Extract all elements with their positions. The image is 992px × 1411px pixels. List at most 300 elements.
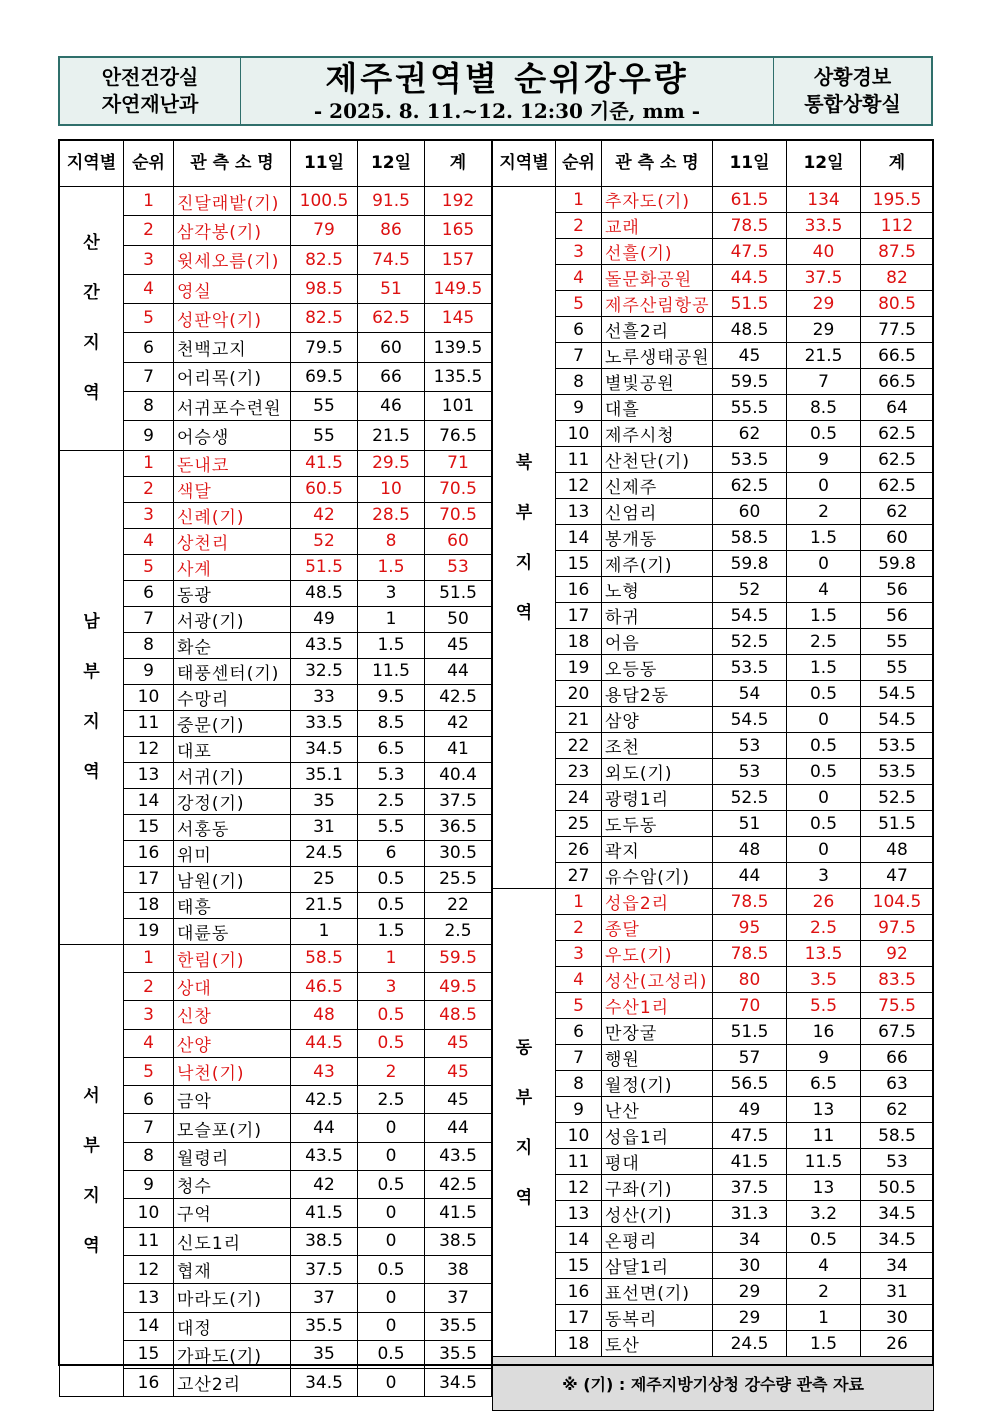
day1-cell: 80 xyxy=(713,967,787,993)
rank-cell: 3 xyxy=(556,941,602,967)
rank-cell: 4 xyxy=(124,274,174,303)
station-name-cell: 어리목(기) xyxy=(174,362,291,391)
station-name-cell: 대정 xyxy=(174,1312,291,1340)
station-name-cell: 산양 xyxy=(174,1029,291,1057)
table-row xyxy=(493,395,934,421)
day2-cell: 8.5 xyxy=(358,710,425,736)
day2-cell: 9 xyxy=(787,447,861,473)
rank-cell: 8 xyxy=(124,632,174,658)
station-name-cell: 난산 xyxy=(602,1097,713,1123)
table-row xyxy=(493,889,934,915)
day2-cell: 37.5 xyxy=(787,265,861,291)
rank-cell: 3 xyxy=(556,239,602,265)
rank-cell: 8 xyxy=(124,392,174,421)
total-cell: 83.5 xyxy=(861,967,934,993)
rank-cell: 2 xyxy=(556,915,602,941)
day1-cell: 62.5 xyxy=(713,473,787,499)
day2-cell: 2 xyxy=(787,1279,861,1305)
day1-cell: 47.5 xyxy=(713,1123,787,1149)
rank-cell: 5 xyxy=(124,304,174,333)
total-cell: 66.5 xyxy=(861,369,934,395)
station-name-cell: 구좌(기) xyxy=(602,1175,713,1201)
rank-cell: 8 xyxy=(556,1071,602,1097)
station-name-cell: 봉개동 xyxy=(602,525,713,551)
station-name-cell: 성산(기) xyxy=(602,1201,713,1227)
day2-cell: 0.5 xyxy=(358,892,425,918)
day1-cell: 60.5 xyxy=(291,476,358,502)
day1-cell: 32.5 xyxy=(291,658,358,684)
station-name-cell: 천백고지 xyxy=(174,333,291,362)
station-name-cell: 성판악(기) xyxy=(174,304,291,333)
total-cell: 43.5 xyxy=(425,1142,492,1170)
rank-cell: 8 xyxy=(124,1142,174,1170)
total-cell: 92 xyxy=(861,941,934,967)
day2-cell: 2.5 xyxy=(787,629,861,655)
rank-cell: 12 xyxy=(124,1255,174,1283)
department-line-1: 안전건강실 xyxy=(101,65,199,89)
total-cell: 26 xyxy=(861,1331,934,1357)
day2-cell: 11 xyxy=(787,1123,861,1149)
total-cell: 42 xyxy=(425,710,492,736)
day1-cell: 60 xyxy=(713,499,787,525)
rank-cell: 18 xyxy=(556,629,602,655)
rank-cell: 21 xyxy=(556,707,602,733)
rank-cell: 2 xyxy=(556,213,602,239)
column-header-day1: 11일 xyxy=(713,141,787,187)
day1-cell: 33.5 xyxy=(291,710,358,736)
rank-cell: 1 xyxy=(556,187,602,213)
table-row xyxy=(493,733,934,759)
station-name-cell: 곽지 xyxy=(602,837,713,863)
rank-cell: 7 xyxy=(124,362,174,391)
total-cell: 59.5 xyxy=(425,944,492,972)
rank-cell: 9 xyxy=(124,421,174,450)
station-name-cell: 대륜동 xyxy=(174,918,291,944)
day1-cell: 48 xyxy=(713,837,787,863)
rank-cell: 25 xyxy=(556,811,602,837)
day1-cell: 55 xyxy=(291,392,358,421)
day2-cell: 134 xyxy=(787,187,861,213)
day2-cell: 0 xyxy=(358,1227,425,1255)
rank-cell: 9 xyxy=(556,1097,602,1123)
table-row xyxy=(60,502,492,528)
total-cell: 37.5 xyxy=(425,788,492,814)
report-header xyxy=(58,56,933,126)
station-name-cell: 조천 xyxy=(602,733,713,759)
station-name-cell: 협재 xyxy=(174,1255,291,1283)
rank-cell: 7 xyxy=(124,1114,174,1142)
day1-cell: 49 xyxy=(713,1097,787,1123)
day2-cell: 9 xyxy=(787,1045,861,1071)
table-row xyxy=(60,944,492,972)
table-row xyxy=(493,473,934,499)
total-cell: 53.5 xyxy=(861,733,934,759)
region-label: 동 부 지 역 xyxy=(493,889,556,1357)
rank-cell: 15 xyxy=(124,1340,174,1368)
table-row xyxy=(60,580,492,606)
total-cell: 54.5 xyxy=(861,707,934,733)
day2-cell: 5.5 xyxy=(358,814,425,840)
day1-cell: 61.5 xyxy=(713,187,787,213)
right-header-row xyxy=(493,141,934,187)
day2-cell: 0 xyxy=(358,1312,425,1340)
left-header-row xyxy=(60,141,492,187)
day1-cell: 33 xyxy=(291,684,358,710)
table-row xyxy=(493,213,934,239)
total-cell: 56 xyxy=(861,603,934,629)
day1-cell: 51.5 xyxy=(291,554,358,580)
station-name-cell: 서홍동 xyxy=(174,814,291,840)
region-label: 남 부 지 역 xyxy=(60,450,124,944)
total-cell: 62 xyxy=(861,1097,934,1123)
day2-cell: 13 xyxy=(787,1097,861,1123)
column-header-region: 지역별 xyxy=(493,141,556,187)
total-cell: 55 xyxy=(861,629,934,655)
day1-cell: 43.5 xyxy=(291,632,358,658)
rank-cell: 10 xyxy=(124,1199,174,1227)
table-row xyxy=(493,967,934,993)
table-row xyxy=(60,274,492,303)
station-name-cell: 마라도(기) xyxy=(174,1284,291,1312)
day2-cell: 51 xyxy=(358,274,425,303)
station-name-cell: 신례(기) xyxy=(174,502,291,528)
total-cell: 53.5 xyxy=(861,759,934,785)
day2-cell: 0.5 xyxy=(787,759,861,785)
day1-cell: 42 xyxy=(291,1171,358,1199)
day1-cell: 95 xyxy=(713,915,787,941)
day1-cell: 54.5 xyxy=(713,707,787,733)
rank-cell: 26 xyxy=(556,837,602,863)
day1-cell: 55 xyxy=(291,421,358,450)
table-row xyxy=(60,333,492,362)
station-name-cell: 성산(고성리) xyxy=(602,967,713,993)
station-name-cell: 용담2동 xyxy=(602,681,713,707)
station-name-cell: 중문(기) xyxy=(174,710,291,736)
table-row xyxy=(60,840,492,866)
day1-cell: 56.5 xyxy=(713,1071,787,1097)
table-row xyxy=(60,1312,492,1340)
day1-cell: 44 xyxy=(291,1114,358,1142)
day1-cell: 31.3 xyxy=(713,1201,787,1227)
total-cell: 44 xyxy=(425,1114,492,1142)
day1-cell: 51.5 xyxy=(713,291,787,317)
station-name-cell: 모슬포(기) xyxy=(174,1114,291,1142)
total-cell: 53 xyxy=(425,554,492,580)
table-row xyxy=(493,759,934,785)
day2-cell: 13 xyxy=(787,1175,861,1201)
total-cell: 48.5 xyxy=(425,1001,492,1029)
total-cell: 53 xyxy=(861,1149,934,1175)
total-cell: 112 xyxy=(861,213,934,239)
rank-cell: 18 xyxy=(556,1331,602,1357)
day2-cell: 5.3 xyxy=(358,762,425,788)
rank-cell: 6 xyxy=(124,333,174,362)
day2-cell: 1 xyxy=(358,944,425,972)
rank-cell: 10 xyxy=(124,684,174,710)
region-label: 산 간 지 역 xyxy=(60,187,124,451)
day1-cell: 35.1 xyxy=(291,762,358,788)
day1-cell: 82.5 xyxy=(291,245,358,274)
station-name-cell: 도두동 xyxy=(602,811,713,837)
day2-cell: 74.5 xyxy=(358,245,425,274)
day1-cell: 44 xyxy=(713,863,787,889)
station-name-cell: 동복리 xyxy=(602,1305,713,1331)
day2-cell: 0 xyxy=(358,1199,425,1227)
station-name-cell: 어승생 xyxy=(174,421,291,450)
table-row xyxy=(60,632,492,658)
day2-cell: 16 xyxy=(787,1019,861,1045)
station-name-cell: 돈내코 xyxy=(174,450,291,476)
table-row xyxy=(60,528,492,554)
day1-cell: 34 xyxy=(713,1227,787,1253)
table-row xyxy=(493,525,934,551)
table-row xyxy=(493,265,934,291)
office-block xyxy=(773,58,931,124)
rank-cell: 12 xyxy=(124,736,174,762)
total-cell: 149.5 xyxy=(425,274,492,303)
day2-cell: 0 xyxy=(787,707,861,733)
table-row xyxy=(493,1305,934,1331)
rank-cell: 9 xyxy=(556,395,602,421)
day2-cell: 1 xyxy=(358,606,425,632)
day1-cell: 47.5 xyxy=(713,239,787,265)
total-cell: 70.5 xyxy=(425,476,492,502)
day1-cell: 51 xyxy=(713,811,787,837)
table-row xyxy=(60,304,492,333)
rank-cell: 3 xyxy=(124,245,174,274)
station-name-cell: 대흘 xyxy=(602,395,713,421)
day1-cell: 44.5 xyxy=(291,1029,358,1057)
table-row xyxy=(493,837,934,863)
day2-cell: 40 xyxy=(787,239,861,265)
total-cell: 157 xyxy=(425,245,492,274)
table-row xyxy=(60,1142,492,1170)
station-name-cell: 삼달1리 xyxy=(602,1253,713,1279)
day1-cell: 70 xyxy=(713,993,787,1019)
table-row xyxy=(493,1071,934,1097)
table-row xyxy=(493,187,934,213)
station-name-cell: 대포 xyxy=(174,736,291,762)
day2-cell: 29 xyxy=(787,291,861,317)
day1-cell: 54 xyxy=(713,681,787,707)
station-name-cell: 표선면(기) xyxy=(602,1279,713,1305)
total-cell: 41 xyxy=(425,736,492,762)
rank-cell: 11 xyxy=(124,710,174,736)
day2-cell: 0.5 xyxy=(787,733,861,759)
station-name-cell: 신도1리 xyxy=(174,1227,291,1255)
rank-cell: 6 xyxy=(124,580,174,606)
table-row xyxy=(493,447,934,473)
day1-cell: 78.5 xyxy=(713,889,787,915)
day1-cell: 34.5 xyxy=(291,1369,358,1397)
day2-cell: 2 xyxy=(787,499,861,525)
station-name-cell: 토산 xyxy=(602,1331,713,1357)
station-name-cell: 서광(기) xyxy=(174,606,291,632)
day1-cell: 35 xyxy=(291,1340,358,1368)
station-name-cell: 태흥 xyxy=(174,892,291,918)
day2-cell: 0.5 xyxy=(787,421,861,447)
day2-cell: 1 xyxy=(787,1305,861,1331)
day1-cell: 45 xyxy=(713,343,787,369)
table-row xyxy=(60,245,492,274)
total-cell: 49.5 xyxy=(425,972,492,1000)
station-name-cell: 추자도(기) xyxy=(602,187,713,213)
station-name-cell: 삼각봉(기) xyxy=(174,216,291,245)
total-cell: 35.5 xyxy=(425,1312,492,1340)
column-header-region: 지역별 xyxy=(60,141,124,187)
table-row xyxy=(493,1149,934,1175)
table-row xyxy=(493,1279,934,1305)
table-row xyxy=(60,476,492,502)
day2-cell: 33.5 xyxy=(787,213,861,239)
station-name-cell: 상천리 xyxy=(174,528,291,554)
day2-cell: 10 xyxy=(358,476,425,502)
table-row xyxy=(493,317,934,343)
day2-cell: 0 xyxy=(787,785,861,811)
right-rainfall-table xyxy=(492,140,934,1411)
total-cell: 37 xyxy=(425,1284,492,1312)
station-name-cell: 신제주 xyxy=(602,473,713,499)
day1-cell: 52 xyxy=(713,577,787,603)
day1-cell: 52.5 xyxy=(713,785,787,811)
table-row xyxy=(60,1284,492,1312)
rank-cell: 4 xyxy=(556,967,602,993)
day2-cell: 21.5 xyxy=(787,343,861,369)
table-row xyxy=(493,1097,934,1123)
day1-cell: 58.5 xyxy=(713,525,787,551)
station-name-cell: 한림(기) xyxy=(174,944,291,972)
day2-cell: 11.5 xyxy=(787,1149,861,1175)
table-row xyxy=(60,1029,492,1057)
rank-cell: 6 xyxy=(556,317,602,343)
day2-cell: 3 xyxy=(358,972,425,1000)
rank-cell: 12 xyxy=(556,1175,602,1201)
day2-cell: 4 xyxy=(787,577,861,603)
table-row xyxy=(60,1369,492,1397)
day2-cell: 3.5 xyxy=(787,967,861,993)
table-row xyxy=(493,811,934,837)
day2-cell: 1.5 xyxy=(787,603,861,629)
rank-cell: 20 xyxy=(556,681,602,707)
day2-cell: 2.5 xyxy=(787,915,861,941)
day1-cell: 100.5 xyxy=(291,187,358,216)
total-cell: 38 xyxy=(425,1255,492,1283)
total-cell: 45 xyxy=(425,1057,492,1085)
day2-cell: 0.5 xyxy=(358,1001,425,1029)
day2-cell: 86 xyxy=(358,216,425,245)
rank-cell: 9 xyxy=(124,1171,174,1199)
day1-cell: 24.5 xyxy=(291,840,358,866)
day2-cell: 0.5 xyxy=(358,1171,425,1199)
day2-cell: 28.5 xyxy=(358,502,425,528)
total-cell: 101 xyxy=(425,392,492,421)
rank-cell: 5 xyxy=(556,993,602,1019)
day2-cell: 3 xyxy=(787,863,861,889)
table-row xyxy=(60,972,492,1000)
day2-cell: 0.5 xyxy=(787,1227,861,1253)
total-cell: 48 xyxy=(861,837,934,863)
rank-cell: 8 xyxy=(556,369,602,395)
total-cell: 54.5 xyxy=(861,681,934,707)
column-header-station: 관 측 소 명 xyxy=(174,141,291,187)
total-cell: 38.5 xyxy=(425,1227,492,1255)
day1-cell: 49 xyxy=(291,606,358,632)
table-row xyxy=(60,450,492,476)
table-row xyxy=(493,1045,934,1071)
day1-cell: 54.5 xyxy=(713,603,787,629)
station-name-cell: 월령리 xyxy=(174,1142,291,1170)
day2-cell: 1.5 xyxy=(358,632,425,658)
column-header-station: 관 측 소 명 xyxy=(602,141,713,187)
day2-cell: 0 xyxy=(787,551,861,577)
station-name-cell: 청수 xyxy=(174,1171,291,1199)
table-row xyxy=(60,658,492,684)
table-row xyxy=(60,392,492,421)
table-row xyxy=(60,710,492,736)
day2-cell: 1.5 xyxy=(358,918,425,944)
day1-cell: 46.5 xyxy=(291,972,358,1000)
total-cell: 77.5 xyxy=(861,317,934,343)
day2-cell: 6.5 xyxy=(787,1071,861,1097)
day1-cell: 43.5 xyxy=(291,1142,358,1170)
day2-cell: 0 xyxy=(358,1114,425,1142)
station-name-cell: 수망리 xyxy=(174,684,291,710)
table-row xyxy=(60,1227,492,1255)
day1-cell: 44.5 xyxy=(713,265,787,291)
table-row xyxy=(60,1340,492,1368)
total-cell: 195.5 xyxy=(861,187,934,213)
total-cell: 34.5 xyxy=(861,1227,934,1253)
total-cell: 60 xyxy=(861,525,934,551)
table-row xyxy=(493,1331,934,1357)
rank-cell: 16 xyxy=(124,1369,174,1397)
total-cell: 51.5 xyxy=(861,811,934,837)
day1-cell: 78.5 xyxy=(713,941,787,967)
day1-cell: 79 xyxy=(291,216,358,245)
day2-cell: 1.5 xyxy=(787,1331,861,1357)
day1-cell: 48 xyxy=(291,1001,358,1029)
total-cell: 50 xyxy=(425,606,492,632)
department-line-2: 자연재난과 xyxy=(101,92,199,116)
total-cell: 75.5 xyxy=(861,993,934,1019)
day1-cell: 82.5 xyxy=(291,304,358,333)
day2-cell: 0.5 xyxy=(358,866,425,892)
rank-cell: 7 xyxy=(556,343,602,369)
table-row xyxy=(493,1227,934,1253)
station-name-cell: 선흘(기) xyxy=(602,239,713,265)
table-row xyxy=(60,1001,492,1029)
column-header-rank: 순위 xyxy=(124,141,174,187)
station-name-cell: 수산1리 xyxy=(602,993,713,1019)
day1-cell: 59.8 xyxy=(713,551,787,577)
rank-cell: 13 xyxy=(556,499,602,525)
total-cell: 145 xyxy=(425,304,492,333)
day1-cell: 41.5 xyxy=(291,450,358,476)
column-header-rank: 순위 xyxy=(556,141,602,187)
rank-cell: 19 xyxy=(556,655,602,681)
day2-cell: 26 xyxy=(787,889,861,915)
table-row xyxy=(60,736,492,762)
table-row xyxy=(60,1255,492,1283)
column-header-total: 계 xyxy=(861,141,934,187)
station-name-cell: 선흘2리 xyxy=(602,317,713,343)
day1-cell: 53 xyxy=(713,733,787,759)
table-row xyxy=(493,785,934,811)
total-cell: 82 xyxy=(861,265,934,291)
table-row xyxy=(60,1057,492,1085)
station-name-cell: 구억 xyxy=(174,1199,291,1227)
day1-cell: 41.5 xyxy=(291,1199,358,1227)
